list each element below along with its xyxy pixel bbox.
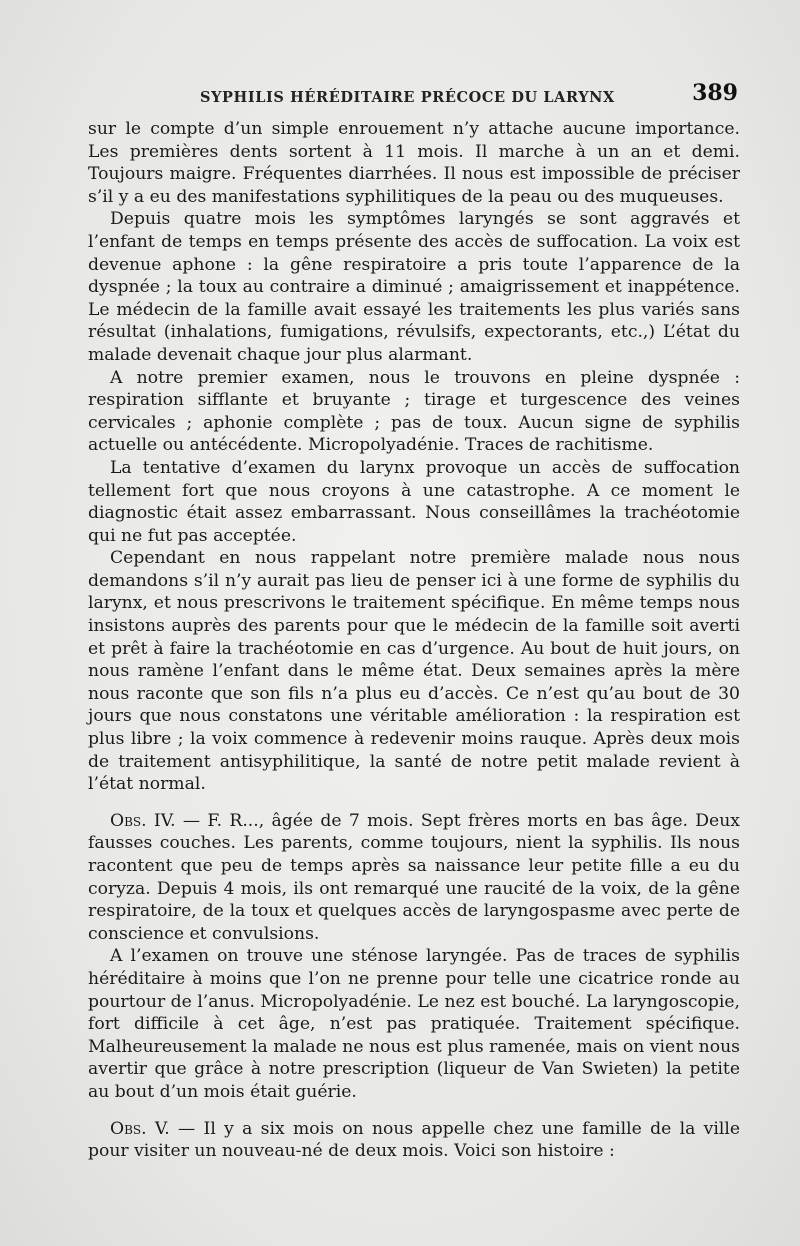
- page-number: 389: [692, 80, 738, 106]
- observation-4-label: Obs. IV.: [110, 810, 176, 831]
- observation-5: [88, 1118, 740, 1163]
- running-head: SYPHILIS HÉRÉDITAIRE PRÉCOCE DU LARYNX: [200, 89, 615, 106]
- observation-4-text: — F. R..., âgée de 7 mois. Sept frères morts en bas âge. Deux fausses couches. Les parents, comme toujours, nient la syphilis. Ils nous racontent que peu de temps après sa naissance leur petite fille a eu du coryza. Depuis 4 mois, ils ont remarqué une raucité de la voix, de la gêne respiratoire, de la toux et quelques accès de laryngospasme avec perte de conscience et convulsions.: [88, 810, 740, 944]
- body-text: [88, 118, 740, 1163]
- paragraph-symptoms: Depuis quatre mois les symptômes laryngés se sont aggravés et l’enfant de temps en temps présente des accès de suffocation. La voix est devenue aphone : la gêne respiratoire a pris toute l’apparence de la dyspnée ; la toux au contraire a diminué ; amaigrissement et inappétence. Le médecin de la famille avait essayé les traitements les plus variés sans résultat (inhalations, fumigations, révulsifs, expectorants, etc.,) L’état du malade devenait chaque jour plus alarmant.: [88, 209, 740, 365]
- page-header: [88, 80, 738, 114]
- observation-4: [88, 810, 740, 946]
- observation-5-text: — Il y a six mois on nous appelle chez une famille de la ville pour visiter un nouveau-né de deux mois. Voici son histoire :: [88, 1118, 740, 1162]
- observation-5-label: Obs. V.: [110, 1118, 170, 1139]
- paragraph-larynx-exam: La tentative d’examen du larynx provoque un accès de suffocation tellement fort que nous croyons à une catastrophe. A ce moment le diagnostic était assez embarrassant. Nous conseillâmes la trachéotomie qui ne fut pas acceptée.: [88, 457, 740, 546]
- paragraph-treatment: Cependant en nous rappelant notre première malade nous nous demandons s’il n’y aurait pas lieu de penser ici à une forme de syphilis du larynx, et nous prescrivons le traitement spécifique. En même temps nous insistons auprès des parents pour que le médecin de la famille soit averti et prêt à faire la trachéotomie en cas d’urgence. Au bout de huit jours, on nous ramène l’enfant dans le même état. Deux semaines après la mère nous raconte que son fils n’a plus eu d’accès. Ce n’est qu’au bout de 30 jours que nous constatons une véritable amélioration : la respiration est plus libre ; la voix commence à redevenir moins rauque. Après deux mois de traitement antisyphilitique, la santé de notre petit malade revient à l’état normal.: [88, 548, 740, 795]
- paragraph-first-exam: A notre premier examen, nous le trouvons en pleine dyspnée : respiration sifflante et bruyante ; tirage et turgescence des veines cervicales ; aphonie complète ; pas de toux. Aucun signe de syphilis actuelle ou antécédente. Micropolyadénie. Traces de rachitisme.: [88, 367, 740, 456]
- paragraph-continuation: sur le compte d’un simple enrouement n’y attache aucune importance. Les premières dents sortent à 11 mois. Il marche à un an et demi. Toujours maigre. Fréquentes diarrhées. Il nous est impossible de préciser s’il y a eu des manifestations syphilitiques de la peau ou des muqueuses.: [88, 119, 740, 207]
- observation-4-exam: A l’examen on trouve une sténose laryngée. Pas de traces de syphilis héréditaire à moins que l’on ne prenne pour telle une cicatrice ronde au pourtour de l’anus. Micropolyadénie. Le nez est bouché. La laryngoscopie, fort difficile à cet âge, n’est pas pratiquée. Traitement spécifique. Malheureusement la malade ne nous est plus ramenée, mais on vient nous avertir que grâce à notre prescription (liqueur de Van Swieten) la petite au bout d’un mois était guérie.: [88, 946, 740, 1102]
